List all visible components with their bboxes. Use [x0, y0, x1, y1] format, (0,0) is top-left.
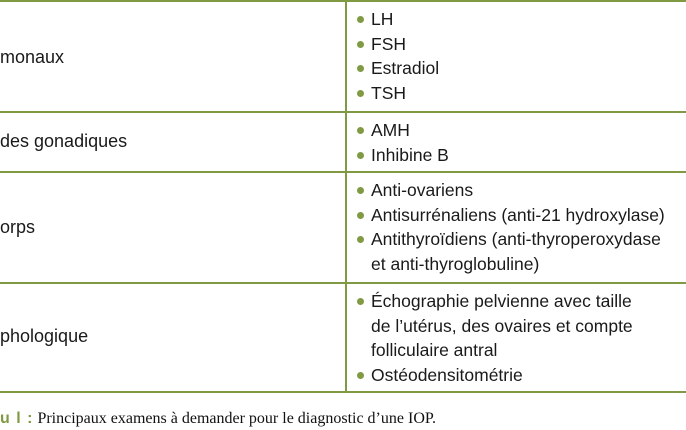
- list-item: [356, 7, 686, 32]
- table-border-top: [0, 0, 686, 2]
- category-label: des gonadiques: [0, 131, 128, 151]
- list-item-continuation: [356, 314, 686, 339]
- row-items: [356, 178, 686, 276]
- bullet-icon: [357, 152, 364, 159]
- list-item: [356, 203, 686, 228]
- category-label: monaux: [0, 47, 65, 67]
- bullet-icon: [357, 372, 364, 379]
- column-divider: [345, 0, 347, 393]
- table-caption: [0, 410, 436, 428]
- item-text: AMH: [371, 120, 410, 140]
- bullet-icon: [357, 65, 364, 72]
- row-items: [356, 289, 686, 387]
- row-divider: [0, 111, 686, 113]
- list-item: [356, 81, 686, 106]
- list-item: [356, 178, 686, 203]
- item-text: Échographie pelvienne avec taille: [371, 291, 632, 311]
- caption-text: Principaux examens à demander pour le diagnostic d’une IOP.: [37, 410, 436, 427]
- bullet-icon: [357, 16, 364, 23]
- item-text: folliculaire antral: [371, 340, 498, 360]
- list-item: [356, 143, 686, 168]
- item-text: Inhibine B: [371, 144, 449, 165]
- bullet-icon: [357, 236, 364, 243]
- list-item: [356, 363, 686, 388]
- list-item: [356, 227, 686, 252]
- category-label: phologique: [0, 326, 89, 346]
- item-text: Antisurrénaliens (anti-21 hydroxylase): [371, 204, 665, 225]
- row-category: [0, 326, 345, 346]
- item-text: Anti-ovariens: [371, 180, 474, 200]
- item-text: Ostéodensitométrie: [371, 364, 523, 385]
- item-text: de l’utérus, des ovaires et compte: [371, 315, 633, 336]
- item-text: Estradiol: [371, 58, 440, 78]
- bullet-icon: [357, 90, 364, 97]
- item-text: TSH: [371, 82, 406, 103]
- list-item: [356, 289, 686, 314]
- bullet-icon: [357, 127, 364, 134]
- list-item: [356, 56, 686, 81]
- row-category: [0, 217, 345, 237]
- caption-label: u l :: [0, 410, 34, 427]
- row-items: [356, 118, 686, 167]
- list-item: [356, 32, 686, 57]
- row-category: [0, 47, 345, 67]
- bullet-icon: [357, 187, 364, 194]
- row-divider: [0, 171, 686, 173]
- row-category: [0, 131, 345, 151]
- bullet-icon: [357, 298, 364, 305]
- bullet-icon: [357, 212, 364, 219]
- item-text: et anti-thyroglobuline): [371, 253, 540, 274]
- list-item: [356, 118, 686, 143]
- category-label: orps: [0, 217, 36, 237]
- row-items: [356, 7, 686, 105]
- list-item-continuation: [356, 338, 686, 363]
- table-border-bottom: [0, 391, 686, 393]
- row-divider: [0, 282, 686, 284]
- bullet-icon: [357, 41, 364, 48]
- item-text: LH: [371, 9, 394, 29]
- list-item-continuation: [356, 252, 686, 277]
- item-text: Antithyroïdiens (anti-thyroperoxydase: [371, 229, 661, 249]
- item-text: FSH: [371, 33, 406, 54]
